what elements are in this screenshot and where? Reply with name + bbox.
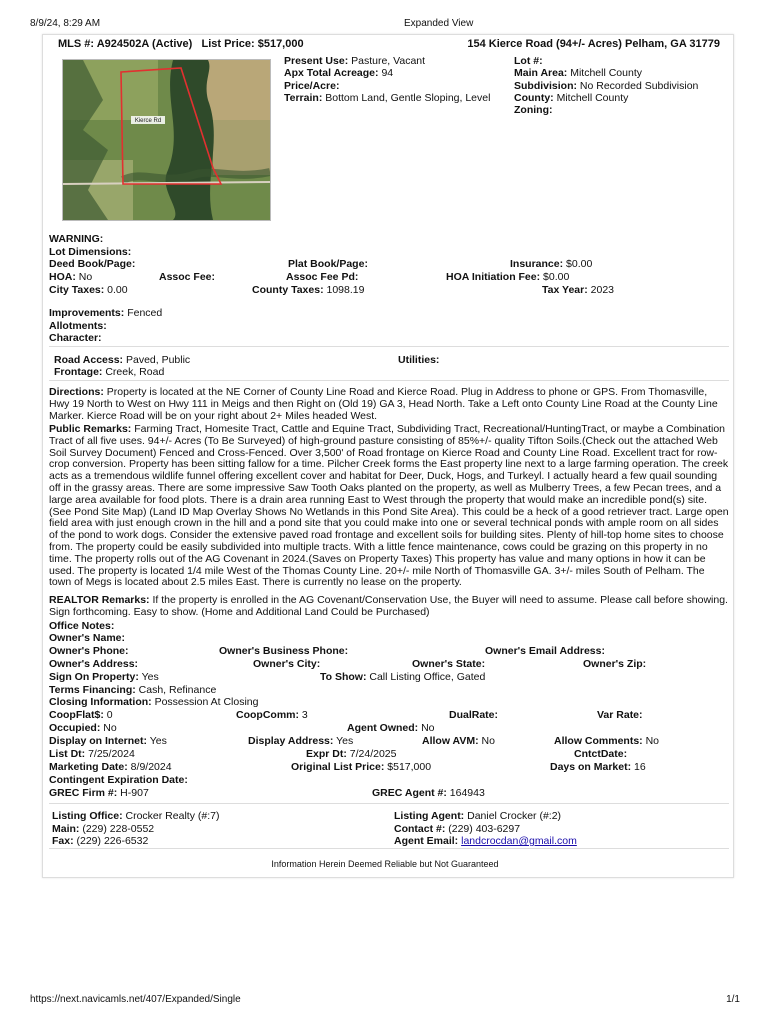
plat-book-label: Plat Book/Page:: [288, 258, 368, 270]
total-acreage: Apx Total Acreage: 94: [284, 67, 394, 80]
owner-phone-label: Owner's Phone:: [49, 645, 129, 657]
road-access: Road Access: Paved, Public: [54, 354, 191, 366]
days-on-market: Days on Market: 16: [550, 761, 646, 773]
directions: Directions: Property is located at the NE Corner of County Line Road and Kierce Road. Plug in Address to phone or GPS. From Thomasville, Hwy 19 North to West on Hwy 111 in Meigs and then Right on (Old 19) GA 3, Head North. Take a Left onto County Line Road at the County Line Marker. Kierce Road will be on your right about 2+ Miles headed West.: [49, 386, 718, 422]
warning-label: WARNING:: [49, 233, 104, 245]
county: County: Mitchell County: [514, 91, 629, 104]
utilities-label: Utilities:: [398, 354, 440, 366]
display-address: Display Address: Yes: [248, 735, 354, 747]
occupied: Occupied: No: [49, 722, 117, 734]
owner-zip-label: Owner's Zip:: [583, 658, 647, 670]
divider: [49, 380, 729, 381]
zoning: Zoning:: [514, 104, 553, 117]
agent-email-link[interactable]: landcrocdan@gmail.com: [461, 835, 577, 847]
map-label: Kierce Rd: [134, 118, 162, 124]
owner-email-label: Owner's Email Address:: [485, 645, 605, 657]
price-per-acre: Price/Acre:: [284, 79, 340, 92]
lot-number: Lot #:: [514, 55, 543, 67]
agent-email: Agent Email: landcrocdan@gmail.com: [394, 835, 577, 847]
print-datetime: 8/9/24, 8:29 AM: [30, 18, 101, 29]
agent-contact: Contact #: (229) 403-6297: [394, 822, 521, 835]
hoa-initiation-fee: HOA Initiation Fee: $0.00: [446, 271, 570, 283]
print-url: https://next.navicamls.net/407/Expanded/Single: [30, 994, 241, 1005]
office-main-phone: Main: (229) 228-0552: [52, 822, 155, 835]
listing-agent: Listing Agent: Daniel Crocker (#:2): [394, 810, 562, 822]
owner-business-phone-label: Owner's Business Phone:: [219, 645, 349, 657]
coop-comm: CoopComm: 3: [236, 709, 308, 721]
list-date: List Dt: 7/25/2024: [49, 748, 135, 760]
sign-on-property: Sign On Property: Yes: [49, 671, 159, 683]
mls-number: MLS #: A924502A (Active) List Price: $517,000: [58, 38, 304, 50]
assoc-fee-pd-label: Assoc Fee Pd:: [286, 271, 359, 283]
display-on-internet: Display on Internet: Yes: [49, 735, 167, 747]
expiration-date: Expr Dt: 7/24/2025: [306, 748, 397, 760]
improvements: Improvements: Fenced: [49, 307, 163, 319]
marketing-date: Marketing Date: 8/9/2024: [49, 761, 172, 773]
grec-agent: GREC Agent #: 164943: [372, 787, 485, 799]
aerial-map-image[interactable]: [62, 59, 271, 221]
divider: [49, 803, 729, 804]
main-area: Main Area: Mitchell County: [514, 67, 642, 80]
office-fax: Fax: (229) 226-6532: [52, 835, 149, 847]
owner-address-label: Owner's Address:: [49, 658, 139, 670]
owner-name-label: Owner's Name:: [49, 632, 126, 644]
divider: [49, 848, 729, 849]
facts-column-2: [514, 55, 698, 116]
original-list-price: Original List Price: $517,000: [291, 761, 432, 773]
allow-avm: Allow AVM: No: [422, 735, 495, 747]
public-remarks: Public Remarks: Farming Tract, Homesite Tract, Cattle and Equine Tract, Subdividing Tract, Recreational/HuntingTract, or maybe a Combination Tract of all five uses. 94+/- Acres (To Be Surveyed) of high-ground pasture consisting of 85%+/- quality Tifton Soils.(Check out the attached Web Soil Survey Document) Fenced and Cross-Fenced. Over 3,500' of Road frontage on Kierce Road and County Line Road. Excellent tract for row-crop conversion. Property has been sitting fallow for a time. Pilcher Creek forms the East property line next to a large farming operation. The creek acts as a tremendous wildlife funnel offering excellent cover and habitat for Deer, Duck, Hogs, and Turkeyl. I actually heard a few quail sounding off in the grassy areas. There are some impressive Saw Tooth Oaks planted on the property, as well as Mulberry Trees, a few Pecan trees, and a large area available for food plots. There is a drain area running East to West through the property that would make an incredible pond(s) site.(See Pond Site Map) (Land ID Map Overlay Shows No Wetlands in this Pond Site Area). This could be a heck of a good retriever tract. Large open field area with just enough crown in the hill and a pond site that you could make into one or several technical ponds with ample room on all sides of the pond to work dogs. Consider the extensive paved road frontage and excellent soils for building sites. Plenty of hill-top home sites to choose from. The property could be easily subdivided into multiple tracts. With a little fence maintenance, cows could be grazing on this property in no time. The property rolls out of the AG Covenant in 2024.(Saves on Property Taxes) This property has value and many options in how it can be used. The property is located 1/4 mile West of the Thomas County Line. 20+/- mile North of Thomasville GA. 3+/- miles South of Pelham. The town of Megs is located about 2.5 miles East. There is currently no lease on the property.: [49, 423, 729, 589]
deed-book-label: Deed Book/Page:: [49, 258, 136, 270]
subdivision: Subdivision: No Recorded Subdivision: [514, 79, 699, 92]
listing-office-block: [52, 810, 219, 848]
terrain: Terrain: Bottom Land, Gentle Sloping, Level: [284, 91, 491, 104]
closing-information: Closing Information: Possession At Closing: [49, 696, 259, 708]
facts-column-1: [284, 55, 490, 104]
contingent-expiration-label: Contingent Expiration Date:: [49, 774, 188, 786]
allotments-label: Allotments:: [49, 320, 107, 332]
city-taxes: City Taxes: 0.00: [49, 284, 128, 296]
insurance: Insurance: $0.00: [510, 258, 593, 270]
listing-agent-block: [394, 810, 577, 848]
owner-state-label: Owner's State:: [412, 658, 486, 670]
character-label: Character:: [49, 332, 102, 344]
to-show: To Show: Call Listing Office, Gated: [320, 671, 486, 683]
var-rate-label: Var Rate:: [597, 709, 643, 721]
print-page-number: 1/1: [726, 994, 740, 1005]
lot-dimensions-label: Lot Dimensions:: [49, 246, 132, 258]
allow-comments: Allow Comments: No: [554, 735, 660, 747]
disclaimer: Information Herein Deemed Reliable but Not Guaranteed: [271, 859, 499, 869]
grec-firm: GREC Firm #: H-907: [49, 787, 149, 799]
office-notes-label: Office Notes:: [49, 620, 115, 632]
property-address: 154 Kierce Road (94+/- Acres) Pelham, GA 31779: [467, 38, 720, 50]
owner-city-label: Owner's City:: [253, 658, 321, 670]
coop-flat: CoopFlat$: 0: [49, 709, 113, 721]
county-taxes: County Taxes: 1098.19: [252, 284, 365, 296]
realtor-remarks: REALTOR Remarks: If the property is enrolled in the AG Covenant/Conservation Use, the Buyer will need to assume. Please call before showing. Sign forthcoming. Easy to show. (Home and Additional Land Could be Purchased): [49, 594, 728, 618]
hoa: HOA: No: [49, 271, 93, 283]
print-title: Expanded View: [404, 18, 474, 29]
frontage: Frontage: Creek, Road: [54, 366, 165, 378]
contact-date-label: CntctDate:: [574, 748, 628, 760]
terms-financing: Terms Financing: Cash, Refinance: [49, 684, 217, 696]
tax-year: Tax Year: 2023: [542, 284, 615, 296]
present-use: Present Use: Pasture, Vacant: [284, 55, 426, 67]
listing-office: Listing Office: Crocker Realty (#:7): [52, 810, 220, 822]
assoc-fee-label: Assoc Fee:: [159, 271, 216, 283]
dual-rate-label: DualRate:: [449, 709, 499, 721]
aerial-map-graphic: [63, 60, 270, 220]
divider: [49, 346, 729, 347]
agent-owned: Agent Owned: No: [347, 722, 435, 734]
